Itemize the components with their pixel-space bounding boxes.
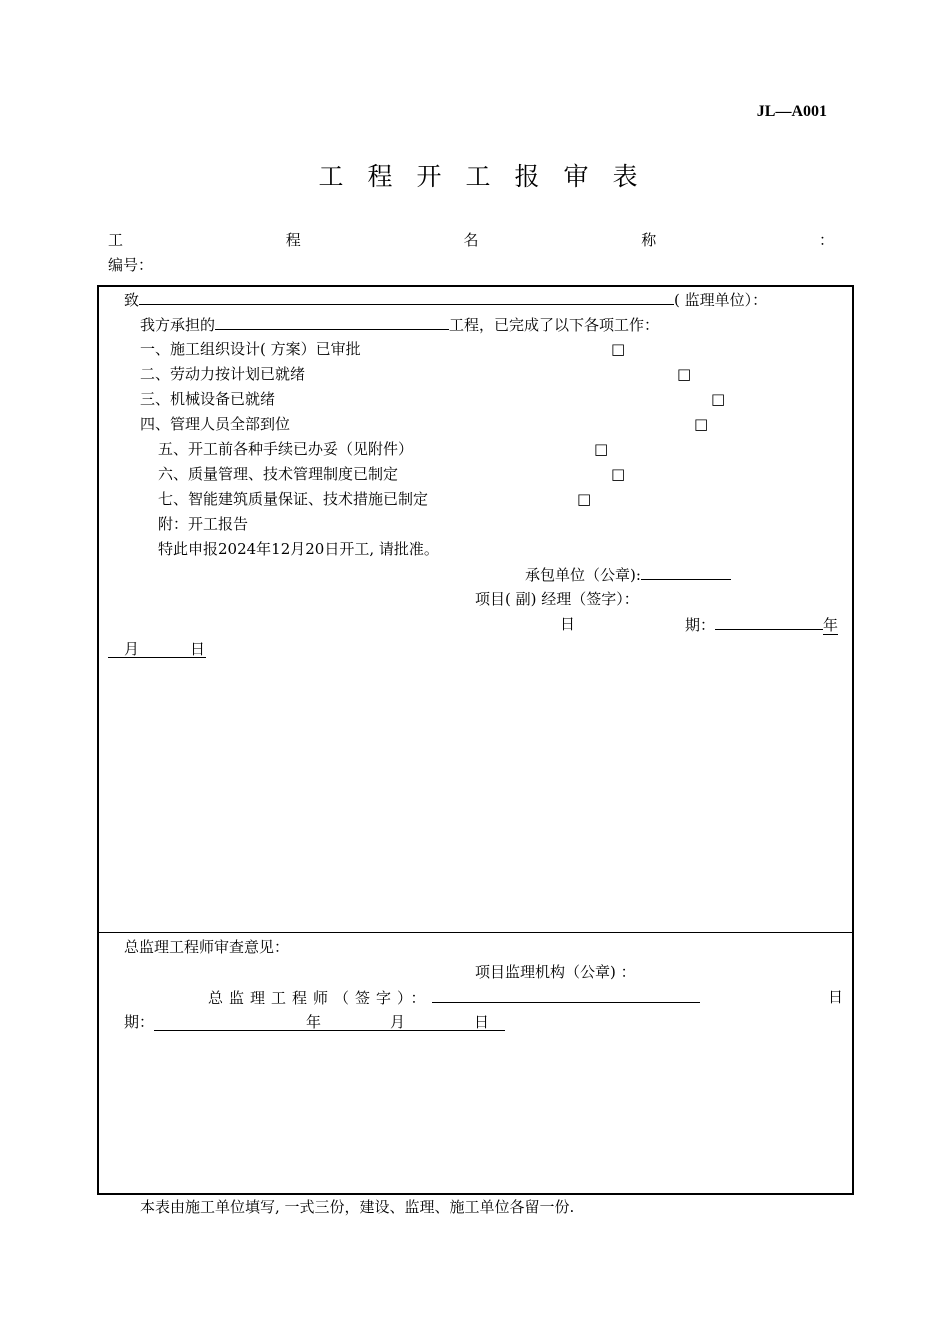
project-name-char: 名	[463, 231, 479, 249]
date-ri: 日	[560, 615, 576, 633]
supervision-unit-field[interactable]	[139, 289, 674, 305]
chief-line	[208, 987, 700, 1008]
month-day-line[interactable]	[108, 639, 206, 658]
undertake-line	[140, 314, 659, 335]
contractor-line	[525, 564, 731, 585]
to-prefix: 致	[124, 291, 140, 309]
item-3: 三、机械设备已就绪	[140, 390, 276, 408]
page-title: 工程开工报审表	[318, 162, 662, 191]
number-label: 编号：	[108, 256, 154, 274]
undertake-suffix: 工程，已完成了以下各项工作：	[449, 316, 660, 334]
attachment-note: 附：开工报告	[158, 515, 249, 533]
checkbox-5[interactable]: □	[594, 440, 609, 458]
org-label: 项目监理机构（公章) ：	[475, 963, 636, 981]
chief-label: 总监理工程师（签字）：	[208, 989, 432, 1007]
date-line-2	[124, 1012, 505, 1032]
undertake-prefix: 我方承担的	[140, 316, 216, 334]
to-line	[124, 289, 767, 310]
project-field[interactable]	[215, 314, 449, 330]
checkbox-3[interactable]: □	[711, 390, 726, 408]
footer-note: 本表由施工单位填写, 一式三份，建设、监理、施工单位各留一份.	[140, 1198, 575, 1216]
checkbox-1[interactable]: □	[611, 340, 626, 358]
item-2: 二、劳动力按计划已就绪	[140, 365, 306, 383]
section-divider	[97, 932, 852, 933]
form-code: JL—A001	[756, 103, 827, 120]
item-5: 五、开工前各种手续已办妥（见附件）	[158, 440, 414, 458]
date-year: 年	[823, 616, 839, 634]
checkbox-7[interactable]: □	[577, 490, 592, 508]
date-year-2: 年	[306, 1013, 322, 1031]
date-month-2: 月	[390, 1013, 406, 1031]
date-day-2: 日	[474, 1013, 490, 1031]
date-qi-line	[685, 614, 838, 635]
item-4: 四、管理人员全部到位	[140, 415, 291, 433]
date-day: 日	[190, 640, 206, 658]
to-suffix: ( 监理单位）：	[674, 291, 768, 309]
item-1: 一、施工组织设计( 方案）已审批	[140, 340, 361, 358]
manager-label: 项目( 副) 经理（签字）：	[475, 590, 639, 608]
project-name-char: ：	[818, 231, 834, 249]
opinion-label: 总监理工程师审查意见：	[124, 938, 290, 956]
declaration: 特此申报2024年12月20日开工, 请批准。	[158, 540, 439, 558]
project-name-label	[108, 230, 834, 250]
project-name-char: 称	[641, 231, 657, 249]
project-name-char: 程	[285, 231, 301, 249]
review-date-field[interactable]	[154, 1012, 505, 1031]
item-6: 六、质量管理、技术管理制度已制定	[158, 465, 399, 483]
date-qi: 期：	[685, 616, 716, 634]
date-field[interactable]	[715, 614, 823, 630]
date-ri-2: 日	[828, 988, 844, 1006]
project-name-char: 工	[108, 231, 124, 249]
checkbox-4[interactable]: □	[694, 415, 709, 433]
contractor-field[interactable]	[641, 564, 731, 580]
item-7: 七、智能建筑质量保证、技术措施已制定	[158, 490, 429, 508]
date-qi-2: 期：	[124, 1013, 155, 1031]
chief-signature-field[interactable]	[432, 987, 700, 1003]
contractor-label: 承包单位（公章):	[525, 566, 641, 584]
date-month: 月	[124, 640, 140, 658]
checkbox-6[interactable]: □	[611, 465, 626, 483]
checkbox-2[interactable]: □	[677, 365, 692, 383]
